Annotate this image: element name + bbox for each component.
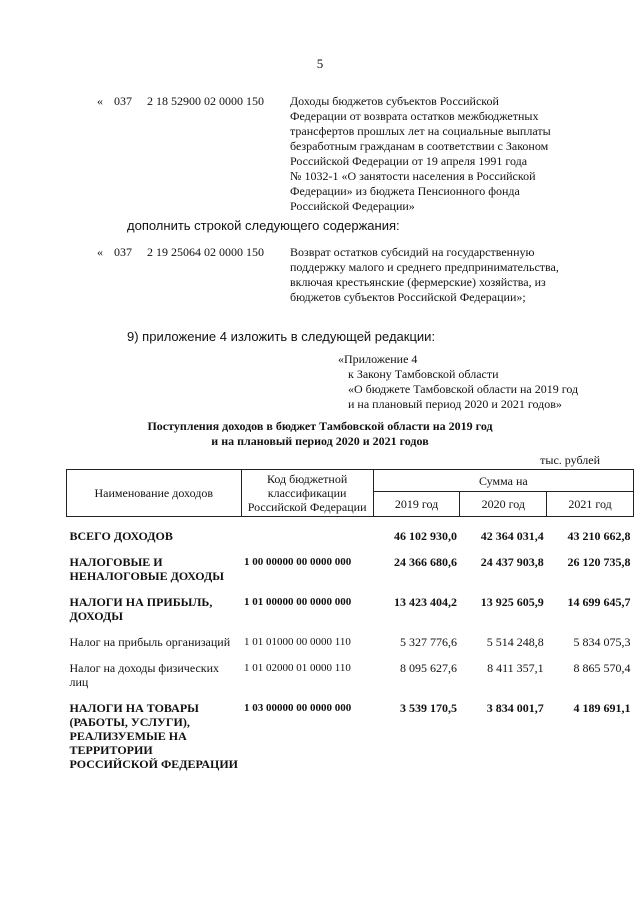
row-code: 1 01 00000 00 0000 000 [244,596,352,608]
row-value-2019: 5 327 776,6 [399,635,457,649]
entry-admin-code: 037 [114,245,132,259]
table-title-line: и на плановый период 2020 и 2021 годов [211,434,429,448]
entry-budget-code: 2 19 25064 02 0000 150 [147,245,264,259]
row-code: 1 01 01000 00 0000 110 [244,636,351,648]
item-9-text: 9) приложение 4 изложить в следующей редакции: [127,329,436,344]
entry-description [290,94,551,214]
entry-line: Федерации от возврата остатков межбюджетных [290,109,539,123]
entry-line: Российской Федерации от 19 апреля 1991 года [290,154,528,168]
row-value-2020: 42 364 031,4 [480,529,544,543]
row-name: НАЛОГИ НА ТОВАРЫ (РАБОТЫ, УСЛУГИ), РЕАЛИЗУЕМЫЕ НА ТЕРРИТОРИИ РОССИЙСКОЙ ФЕДЕРАЦИИ [69,701,239,771]
row-value-2021: 43 210 662,8 [567,529,631,543]
row-name: Налог на прибыль организаций [69,635,231,649]
entry-line: Доходы бюджетов субъектов Российской [290,94,499,108]
table-title [0,419,640,449]
annex-line: «Приложение 4 [338,352,418,366]
table-row [67,635,634,649]
entry-line: № 1032-1 «О занятости населения в Российской [290,169,536,183]
annex-line: к Закону Тамбовской области [348,367,499,381]
header-name: Наименование доходов [67,470,242,517]
header-2021: 2021 год [547,492,634,517]
entry-description [290,245,559,305]
row-name: НАЛОГИ НА ПРИБЫЛЬ, ДОХОДЫ [69,595,213,623]
entry-line: Федерации» из бюджета Пенсионного фонда [290,184,520,198]
entry-admin-code: 037 [114,94,132,108]
page-number: 5 [316,56,324,71]
entry-line: безработным гражданам в соответствии с Законом [290,139,549,153]
row-name: ВСЕГО ДОХОДОВ [69,529,173,543]
annex-line: «О бюджете Тамбовской области на 2019 год [348,382,579,396]
row-value-2019: 13 423 404,2 [393,595,457,609]
table-row [67,529,634,543]
entry-quote: « [97,94,103,108]
row-value-2020: 24 437 903,8 [480,555,544,569]
table-title-line: Поступления доходов в бюджет Тамбовской области на 2019 год [147,419,493,433]
row-code: 1 03 00000 00 0000 000 [244,702,352,714]
header-2019: 2019 год [373,492,460,517]
entry-line: включая крестьянские (фермерские) хозяйства, из [290,275,546,289]
annex-header [338,352,578,412]
table-row [67,701,634,771]
row-name: Налог на доходы физических лиц [69,661,220,689]
row-value-2020: 3 834 001,7 [486,701,544,715]
entry-quote: « [97,245,103,259]
entry-line: трансфертов прошлых лет на социальные выплаты [290,124,551,138]
header-2020: 2020 год [460,492,547,517]
row-value-2019: 3 539 170,5 [399,701,457,715]
units-label: тыс. рублей [540,453,600,467]
entry-line: поддержку малого и среднего предпринимательства, [290,260,559,274]
row-value-2021: 26 120 735,8 [567,555,631,569]
table-row [67,661,634,689]
revenue-table [66,469,634,771]
supplement-text: дополнить строкой следующего содержания: [127,218,400,233]
table-row [67,595,634,623]
entry-line: Российской Федерации» [290,199,415,213]
row-value-2021: 14 699 645,7 [567,595,631,609]
row-value-2021: 4 189 691,1 [573,701,631,715]
entry-budget-code: 2 18 52900 02 0000 150 [147,94,264,108]
row-code: 1 00 00000 00 0000 000 [244,556,352,568]
row-value-2021: 8 865 570,4 [573,661,631,675]
row-value-2020: 13 925 605,9 [480,595,544,609]
row-value-2020: 5 514 248,8 [486,635,544,649]
row-value-2020: 8 411 357,1 [487,661,544,675]
row-value-2019: 8 095 627,6 [399,661,457,675]
annex-line: и на плановый период 2020 и 2021 годов» [348,397,562,411]
row-value-2019: 46 102 930,0 [393,529,457,543]
row-code: 1 01 02000 01 0000 110 [244,662,351,674]
row-value-2019: 24 366 680,6 [393,555,457,569]
header-code: Код бюджетной классификации Российской Федерации [241,470,373,517]
entry-line: Возврат остатков субсидий на государственную [290,245,535,259]
row-name: НАЛОГОВЫЕ И НЕНАЛОГОВЫЕ ДОХОДЫ [69,555,225,583]
header-sum: Сумма на [373,470,633,492]
table-row [67,555,634,583]
entry-line: бюджетов субъектов Российской Федерации»; [290,290,526,304]
row-code [241,529,373,543]
row-value-2021: 5 834 075,3 [573,635,631,649]
